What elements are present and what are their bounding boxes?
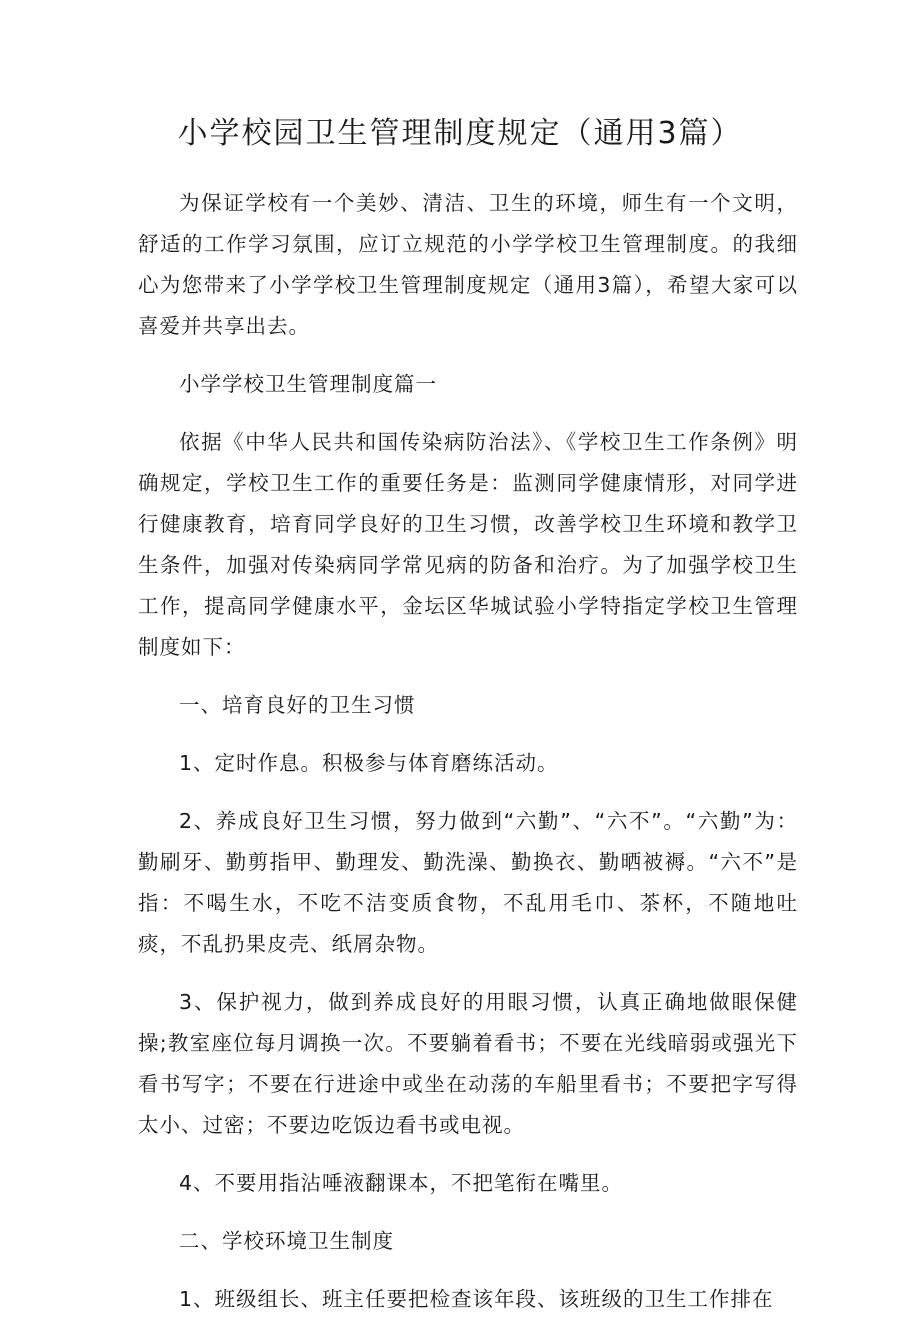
section-heading-environment: 二、学校环境卫生制度 xyxy=(179,1229,394,1253)
list-item-eyesight: 3、保护视力，做到养成良好的用眼习惯，认真正确地做眼保健操;教室座位每月调换一次。不要躺着看书；不要在光线暗弱或强光下看书写字；不要在行进途中或坐在动荡的车船里看书；不要把字写得太小、过密；不要边吃饭边看书或电视。 xyxy=(138,990,798,1137)
intro-paragraph: 为保证学校有一个美妙、清洁、卫生的环境，师生有一个文明，舒适的工作学习氛围，应订立规范的小学学校卫生管理制度。的我细心为您带来了小学学校卫生管理制度规定（通用3篇），希望大家可以喜爱并共享出去。 xyxy=(138,191,798,338)
document-title: 小学校园卫生管理制度规定（通用3篇） xyxy=(177,116,743,151)
regulation-basis-paragraph: 依据《中华人民共和国传染病防治法》、《学校卫生工作条例》明确规定，学校卫生工作的重要任务是：监测同学健康情形，对同学进行健康教育，培育同学良好的卫生习惯，改善学校卫生环境和教学卫生条件，加强对传染病同学常见病的防备和治疗。为了加强学校卫生工作，提高同学健康水平，金坛区华城试验小学特指定学校卫生管理制度如下： xyxy=(138,430,798,659)
list-item-habits: 2、养成良好卫生习惯，努力做到“六勤”、“六不”。“六勤”为：勤刷牙、勤剪指甲、勤理发、勤洗澡、勤换衣、勤晒被褥。“六不”是指：不喝生水，不吃不洁变质食物，不乱用毛巾、茶杯，不随地吐痰，不乱扔果皮壳、纸屑杂物。 xyxy=(138,809,798,956)
section-heading-hygiene-habits: 一、培育良好的卫生习惯 xyxy=(179,693,416,717)
document-body xyxy=(138,183,798,1337)
list-item-schedule: 1、定时作息。积极参与体育磨练活动。 xyxy=(179,751,559,775)
list-item-saliva: 4、不要用指沾唾液翻课本，不把笔衔在嘴里。 xyxy=(179,1171,624,1195)
list-item-class-leader: 1、班级组长、班主任要把检查该年段、该班级的卫生工作排在 xyxy=(179,1287,774,1311)
section-heading-part-one: 小学学校卫生管理制度篇一 xyxy=(179,372,437,396)
